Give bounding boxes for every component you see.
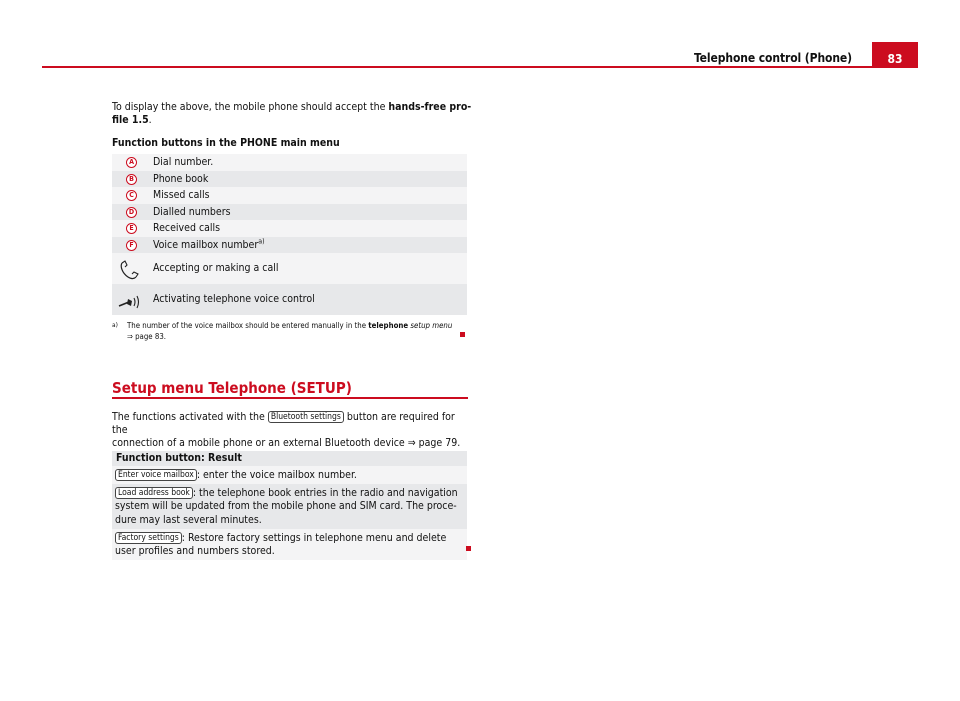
function-row-f xyxy=(112,237,467,254)
footnote-mark: a) xyxy=(112,321,118,329)
function-row-b xyxy=(112,171,467,188)
function-row-d xyxy=(112,204,467,221)
running-header-title: Telephone control (Phone) xyxy=(694,51,852,65)
setup-row xyxy=(112,529,467,560)
function-label: Accepting or making a call xyxy=(153,262,279,274)
intro-text: To display the above, the mobile phone should accept the xyxy=(112,101,389,113)
load-address-book-button: Load address book xyxy=(115,487,193,499)
footnote-ref: a) xyxy=(258,237,265,245)
setup-row-text: : the telephone book entries in the radio and navigation system will be updated from the mobile phone and SIM card. The proce-dure may last several minutes. xyxy=(115,487,458,526)
function-row-e xyxy=(112,220,467,237)
setup-row-text: : enter the voice mailbox number. xyxy=(196,469,357,481)
footnote-page-ref: ⇒ page 83. xyxy=(127,332,167,341)
setup-table xyxy=(112,451,467,560)
section-title: Setup menu Telephone (SETUP) xyxy=(112,379,352,397)
function-label xyxy=(153,237,265,254)
intro-bold: hands-free pro-file 1.5 xyxy=(112,101,472,126)
function-label: Dialled numbers xyxy=(153,205,231,218)
enter-voice-mailbox-button: Enter voice mailbox xyxy=(115,469,197,481)
key-d-badge: D xyxy=(126,207,137,218)
key-a-badge: A xyxy=(126,157,137,168)
key-b-badge: B xyxy=(126,174,137,185)
function-label: Received calls xyxy=(153,222,221,234)
header-rule xyxy=(42,66,918,68)
setup-row xyxy=(112,484,467,529)
intro-paragraph xyxy=(112,101,472,127)
footnote-italic: setup menu xyxy=(408,321,453,330)
function-buttons-heading: Function buttons in the PHONE main menu xyxy=(112,137,340,149)
setup-intro-line2: connection of a mobile phone or an external Bluetooth device ⇒ page 79. xyxy=(112,437,461,449)
setup-intro xyxy=(112,411,472,450)
end-marker xyxy=(466,546,471,551)
function-label: Phone book xyxy=(153,172,209,185)
key-e-badge: E xyxy=(126,223,137,234)
setup-intro-text-end: button are required for the xyxy=(112,411,455,436)
bluetooth-settings-button: Bluetooth settings xyxy=(268,411,344,423)
page-number: 83 xyxy=(872,42,918,68)
function-row-call xyxy=(112,253,467,284)
function-label-text: Voice mailbox number xyxy=(153,238,259,251)
function-row-c xyxy=(112,187,467,204)
voice-control-icon xyxy=(116,287,144,313)
footnote-text xyxy=(127,320,465,342)
setup-row-text: : Restore factory settings in telephone menu and delete user profiles and numbers stored. xyxy=(115,531,447,558)
setup-table-header: Function button: Result xyxy=(112,451,467,466)
function-label: Missed calls xyxy=(153,189,210,201)
setup-intro-text: The functions activated with the xyxy=(112,411,268,423)
footnote-text-start: The number of the voice mailbox should be entered manually in the xyxy=(127,321,369,330)
footnote-bold: telephone xyxy=(368,321,409,330)
key-c-badge: C xyxy=(126,190,137,201)
function-row-voice-control xyxy=(112,284,467,315)
phone-handset-icon xyxy=(116,256,144,282)
end-marker xyxy=(460,332,465,337)
setup-row xyxy=(112,466,467,484)
section-rule xyxy=(112,397,468,399)
key-f-badge: F xyxy=(126,240,137,251)
intro-text-end: . xyxy=(148,114,152,126)
function-label: Activating telephone voice control xyxy=(153,293,315,305)
function-table xyxy=(112,154,467,315)
factory-settings-button: Factory settings xyxy=(115,532,182,544)
function-row-a xyxy=(112,154,467,171)
function-label: Dial number. xyxy=(153,156,214,168)
